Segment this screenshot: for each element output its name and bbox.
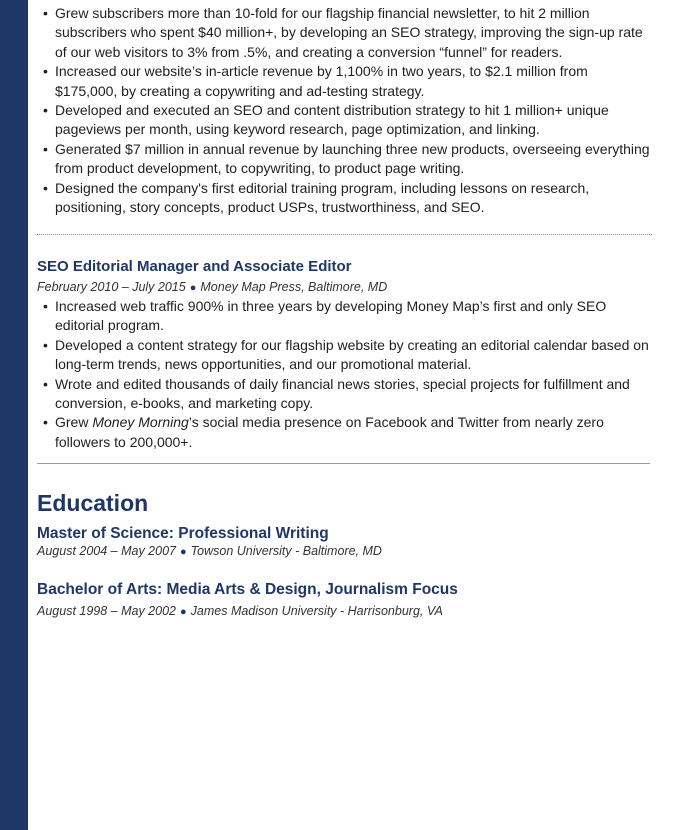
job-bullets — [37, 297, 652, 452]
prior-job-bullets — [37, 4, 652, 217]
bullet-text-end: ’s social media presence on Facebook and Twitter from nearly zero followers to 200,000+. — [55, 414, 604, 450]
list-item: • Developed a content strategy for our flagship website by creating an editorial calendar based on long-term trends, news opportunities, and our promotional material. — [37, 336, 652, 375]
job-employer: Money Map Press, Baltimore, MD — [200, 280, 388, 294]
degree-dates: August 1998 – May 2002 — [37, 604, 176, 618]
publication-name: Money Morning — [92, 414, 189, 431]
bullet-separator-icon: ● — [189, 282, 197, 294]
degree-title: Master of Science: Professional Writing — [37, 525, 329, 542]
job-meta — [37, 280, 387, 294]
degree-meta — [37, 544, 382, 558]
bullet-text-start: Grew — [55, 414, 93, 431]
list-item: • Developed and executed an SEO and content distribution strategy to hit 1 million+ unique pageviews per month, using keyword research, page optimization, and linking. — [37, 101, 652, 140]
sidebar-band — [0, 0, 28, 830]
degree-school: Towson University - Baltimore, MD — [190, 544, 382, 558]
bullet-separator-icon: ● — [180, 606, 187, 618]
list-item: • Generated $7 million in annual revenue by launching three new products, overseeing everything from product development, to copywriting, to product page writing. — [37, 140, 652, 179]
job-dates: February 2010 – July 2015 — [37, 280, 186, 294]
degree-dates: August 2004 – May 2007 — [37, 544, 176, 558]
degree-meta — [37, 604, 443, 618]
list-item: • Increased web traffic 900% in three years by developing Money Map’s first and only SEO editorial program. — [37, 297, 652, 336]
list-item — [37, 413, 652, 452]
list-item: • Grew subscribers more than 10-fold for our flagship financial newsletter, to hit 2 million subscribers who spent $40 million+, by developing an SEO strategy, improving the sign-up rate of our web visitors to 3% from .5%, and creating a conversion “funnel” for readers. — [37, 4, 652, 62]
job-title: SEO Editorial Manager and Associate Editor — [37, 258, 352, 275]
bullet-separator-icon: ● — [180, 546, 187, 558]
list-item: • Designed the company's first editorial training program, including lessons on research, positioning, story concepts, product USPs, trustworthiness, and SEO. — [37, 179, 652, 218]
section-divider — [37, 463, 650, 464]
list-item: • Increased our website’s in-article revenue by 1,100% in two years, to $2.1 million from $175,000, by creating a copywriting and ad-testing strategy. — [37, 62, 652, 101]
degree-school: James Madison University - Harrisonburg, VA — [190, 604, 443, 618]
degree-title: Bachelor of Arts: Media Arts & Design, Journalism Focus — [37, 581, 458, 598]
education-heading: Education — [37, 490, 149, 516]
list-item: • Wrote and edited thousands of daily financial news stories, special projects for fulfillment and conversion, e-books, and marketing copy. — [37, 375, 652, 414]
dotted-divider — [37, 234, 652, 235]
